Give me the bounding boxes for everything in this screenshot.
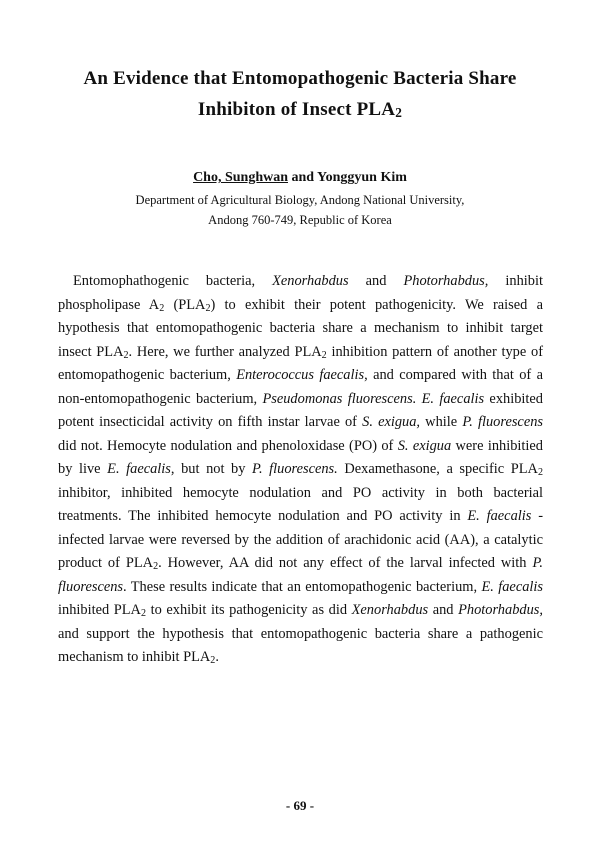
abstract-text: . These results indicate that an entomopathogenic bacterium, [123, 578, 482, 595]
abstract-italic: Pseudomonas fluorescens. E. faecalis [262, 390, 485, 407]
abstract-text: . However, AA did not any effect of the larval infected with [158, 555, 533, 571]
abstract-text: inhibited PLA [58, 602, 141, 618]
abstract-text: . Here, we further analyzed PLA [128, 343, 322, 360]
abstract-text: . [215, 649, 219, 665]
abstract-text: -infected larvae were reversed by the addition of arachidonic acid (AA), a catalytic product of PLA [58, 508, 544, 571]
abstract-text: while [420, 414, 463, 430]
title-subscript: 2 [395, 105, 403, 120]
abstract-italic: E. faecalis [467, 508, 532, 524]
abstract-subscript: 2 [123, 349, 129, 361]
abstract-subscript: 2 [205, 302, 211, 314]
abstract-italic: Xenorhabdus [351, 602, 429, 618]
abstract-paragraph [58, 270, 543, 670]
abstract-italic: Photorhabdus, [458, 602, 543, 618]
abstract-text: ) to exhibit their potent pathogenicity. We raised a hypothesis that entomopathogenic bacteria share a mechanism to inhibit target insect PLA [58, 296, 543, 360]
abstract-subscript: 2 [153, 561, 159, 572]
abstract-italic: E. faecalis [481, 578, 543, 595]
co-author: and Yonggyun Kim [288, 170, 407, 185]
abstract-subscript: 2 [140, 608, 146, 619]
abstract-italic: E. faecalis [107, 461, 171, 477]
page-number: - 69 - [285, 798, 315, 813]
abstract-subscript: 2 [321, 349, 327, 361]
abstract-text: inhibition pattern of another type of entomopathogenic bacterium, [58, 343, 543, 383]
abstract-italic: P. fluorescens. [252, 461, 338, 477]
abstract-text: (PLA [164, 296, 206, 313]
affiliation-line-1: Department of Agricultural Biology, Andong National University, [135, 193, 465, 207]
abstract-italic: S. exigua, [362, 414, 421, 430]
abstract-italic: S. exigua [397, 437, 452, 454]
paper-title-line-2 [40, 99, 560, 121]
abstract-text: were inhibitied by live [58, 437, 543, 477]
abstract-text: inhibitor, inhibited hemocyte nodulation and PO activity in both bacterial treatments. The inhibited hemocyte nodulation and PO activity in [58, 484, 543, 524]
author-line [40, 170, 560, 186]
abstract-text: Entomophathogenic bacteria, [73, 273, 273, 289]
abstract-text: did not. Hemocyte nodulation and phenoloxidase (PO) of [58, 437, 398, 454]
abstract-subscript: 2 [537, 467, 543, 478]
abstract-italic: Photorhabdus, [403, 273, 489, 289]
abstract-text: Dexamethasone, a specific PLA [337, 461, 538, 477]
abstract-text: exhibited potent insecticidal activity on fifth instar larvae of [58, 390, 543, 430]
abstract-text: and support the hypothesis that entomopathogenic bacteria share a pathogenic mechanism to inhibit PLA [58, 625, 543, 665]
abstract-text: and [348, 273, 404, 289]
abstract-text: , but not by [170, 461, 253, 477]
abstract-text: inhibit phospholipase A [58, 273, 543, 313]
abstract-italic: Xenorhabdus [272, 273, 349, 289]
abstract-italic: P. fluorescens [462, 414, 544, 430]
abstract-subscript: 2 [159, 302, 165, 314]
title-text: Inhibiton of Insect PLA [197, 99, 396, 120]
first-author: Cho, Sunghwan [193, 170, 288, 185]
paper-title-line-1: An Evidence that Entomopathogenic Bacteria Share [83, 68, 517, 89]
abstract-text: and [428, 602, 459, 618]
abstract-subscript: 2 [210, 655, 216, 666]
affiliation-line-2: Andong 760-749, Republic of Korea [208, 213, 392, 227]
abstract-italic: P. fluorescens [58, 555, 544, 595]
abstract-italic: Enterococcus faecalis [236, 367, 365, 383]
abstract-text: , and compared with that of a non-entomopathogenic bacterium, [58, 367, 543, 407]
abstract-text: to exhibit its pathogenicity as did [146, 602, 352, 618]
